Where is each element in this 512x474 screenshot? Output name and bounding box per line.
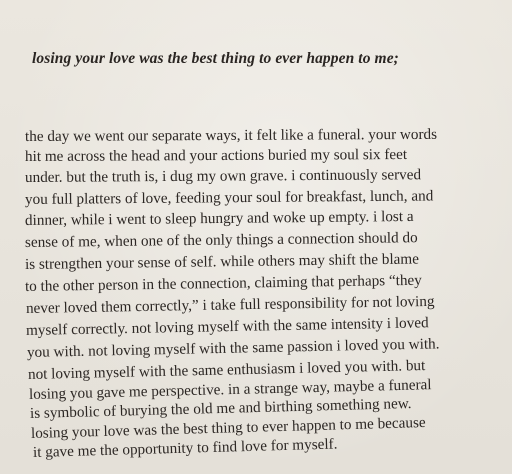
- poem-line: you full platters of love, feeding your soul for breakfast, lunch, and: [24, 187, 434, 208]
- poem-line: under. but the truth is, i dug my own grave. i continuously served: [24, 166, 422, 186]
- poem-title: losing your love was the best thing to ever happen to me;: [32, 50, 399, 67]
- poem-line: it gave me the opportunity to find love for myself.: [32, 435, 338, 461]
- poem-line: hit me across the head and your actions buried my soul six feet: [24, 145, 408, 165]
- poem-line: losing your love was the best thing to ever happen to me because: [30, 413, 426, 442]
- poem-line: the day we went our separate ways, it felt like a funeral. your words: [24, 125, 438, 145]
- poem-line: is strengthen your sense of self. while others may shift the blame: [24, 250, 420, 273]
- poem-line: never loved them correctly,” i take full responsibility for not loving: [25, 292, 435, 317]
- poem-line: sense of me, when one of the only things a connection should do: [24, 229, 418, 251]
- poem-line: is symbolic of burying the old me and birthing something new.: [29, 395, 412, 422]
- poem-line: myself correctly. not loving myself with the same intensity i loved: [25, 314, 429, 339]
- poem-line: dinner, while i went to sleep hungry and woke up empty. i lost a: [24, 207, 414, 229]
- poem-line: you with. not loving myself with the same passion i loved you with.: [26, 335, 440, 361]
- poem-line: losing you gave me perspective. in a strange way, maybe a funeral: [28, 376, 432, 403]
- poem-line: to the other person in the connection, claiming that perhaps “they: [24, 271, 422, 295]
- poem-line: not loving myself with the same enthusiasm i loved you with. but: [27, 356, 426, 383]
